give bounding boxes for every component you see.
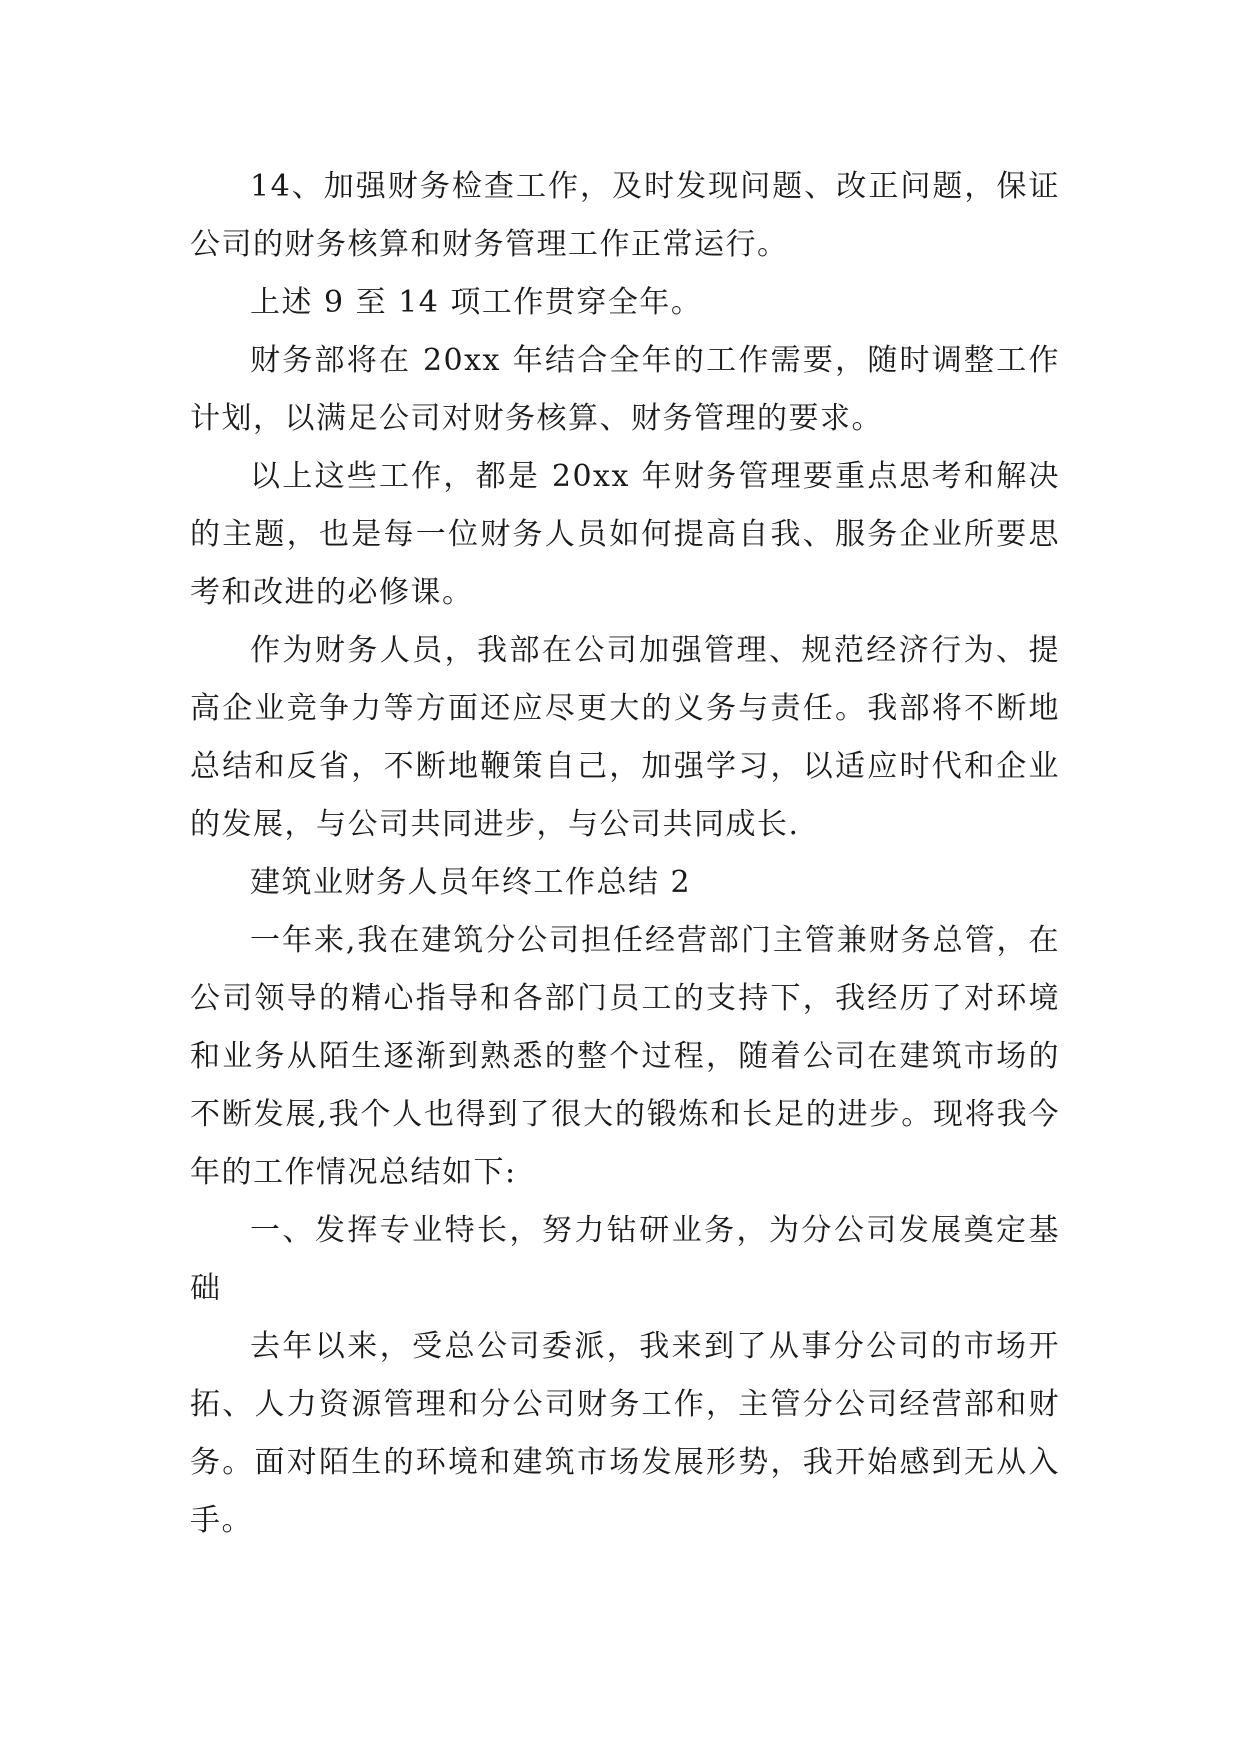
paragraph-finance-inspection: 14、加强财务检查工作，及时发现问题、改正问题，保证公司的财务核算和财务管理工作正常运行。 <box>190 169 1060 262</box>
section-heading-professional-strength: 一、发挥专业特长，努力钻研业务，为分公司发展奠定基础 <box>190 1213 1060 1306</box>
paragraph-year-review: 一年来,我在建筑分公司担任经营部门主管兼财务总管，在公司领导的精心指导和各部门员工的支持下，我经历了对环境和业务从陌生逐渐到熟悉的整个过程，随着公司在建筑市场的不断发展,我个人也得到了很大的锻炼和长足的进步。现将我今年的工作情况总结如下: <box>190 923 1060 1190</box>
paragraph-key-topics: 以上这些工作，都是 20xx 年财务管理要重点思考和解决的主题，也是每一位财务人员如何提高自我、服务企业所要思考和改进的必修课。 <box>190 459 1060 610</box>
paragraph-assignment: 去年以来，受总公司委派，我来到了从事分公司的市场开拓、人力资源管理和分公司财务工作，主管分公司经营部和财务。面对陌生的环境和建筑市场发展形势，我开始感到无从入手。 <box>190 1329 1060 1538</box>
section-heading-summary-2: 建筑业财务人员年终工作总结 2 <box>250 865 692 900</box>
paragraph-items-through-year: 上述 9 至 14 项工作贯穿全年。 <box>250 285 703 320</box>
paragraph-plan-adjustment: 财务部将在 20xx 年结合全年的工作需要，随时调整工作计划，以满足公司对财务核算、财务管理的要求。 <box>190 343 1060 436</box>
document-body <box>190 158 1060 1550</box>
paragraph-responsibility: 作为财务人员，我部在公司加强管理、规范经济行为、提高企业竞争力等方面还应尽更大的义务与责任。我部将不断地总结和反省，不断地鞭策自己，加强学习，以适应时代和企业的发展，与公司共同进步，与公司共同成长. <box>190 633 1060 842</box>
